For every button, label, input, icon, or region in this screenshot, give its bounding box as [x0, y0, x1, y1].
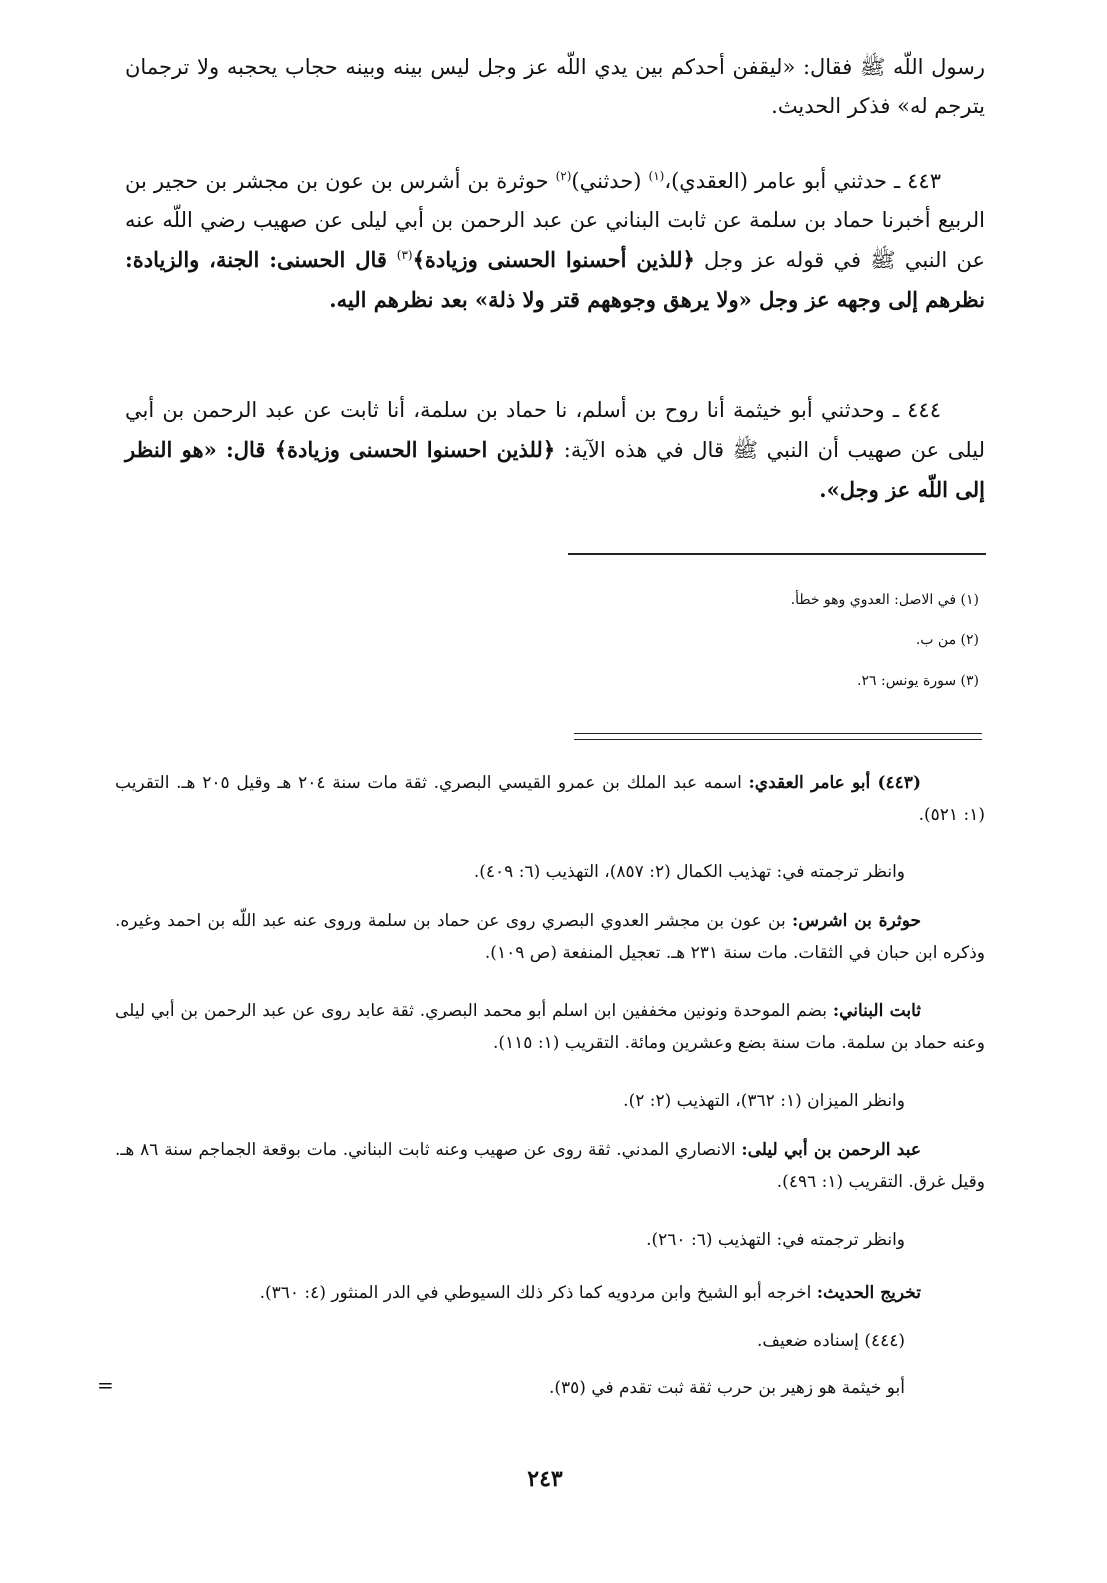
hadith-443-source: (حدثني): [571, 169, 649, 193]
commentary-entry: [115, 995, 985, 1059]
footnote-2: (٢) من ب.: [915, 632, 979, 648]
quran-verse: ﴿للذين أحسنوا الحسنى وزيادة﴾: [412, 247, 695, 272]
commentary-text: أبو خيثمة هو زهير بن حرب ثقة ثبت تقدم في (٣٥).: [548, 1378, 905, 1398]
continuation-mark: =: [97, 1373, 114, 1397]
main-paragraph-continuation: [125, 48, 985, 126]
hadith-444: [125, 391, 985, 510]
commentary-text: [115, 1277, 985, 1309]
commentary-entry: [115, 1372, 985, 1404]
entry-label: ثابت البناني:: [832, 1001, 921, 1021]
commentary-text: وانظر ترجمته في: تهذيب الكمال (٢: ٨٥٧)، التهذيب (٦: ٤٠٩).: [473, 862, 905, 882]
commentary-text: (٤٤٤) إسناده ضعيف.: [756, 1331, 905, 1351]
commentary-entry: [115, 856, 985, 888]
hadith-443: [125, 162, 985, 320]
footnote-ref-2: (٢): [555, 169, 572, 183]
commentary-entry: [115, 1134, 985, 1198]
commentary-entry: [115, 1085, 985, 1117]
commentary-entry: [115, 1224, 985, 1256]
hadith-444-text: [125, 391, 985, 510]
quran-verse: ﴿للذين احسنوا الحسنى وزيادة﴾: [274, 437, 556, 462]
commentary-divider-bottom: [574, 739, 982, 740]
commentary-entry: [115, 1325, 985, 1357]
entry-label: حوثرة بن اشرس:: [792, 911, 921, 931]
page-number: ٢٤٣: [527, 1466, 563, 1492]
footnote-divider: [568, 553, 986, 555]
entry-label: عبد الرحمن بن أبي ليلى:: [741, 1140, 921, 1160]
commentary-text: [115, 995, 985, 1059]
hadith-443-chain: حوثرة بن أشرس بن عون بن مجشر بن حجير بن الربيع أخبرنا حماد بن سلمة عن ثابت البناني عن عبد الرحمن بن أبي ليلى عن صهيب رضي اللّه عنه عن النبي ﷺ في قوله عز وجل: [125, 169, 985, 272]
footnote-ref-1: (١): [648, 169, 665, 183]
footnote-1: (١) في الاصل: العدوي وهو خطأ.: [790, 592, 979, 608]
hadith-444-chain: ٤٤٤ ـ وحدثني أبو خيثمة أنا روح بن أسلم، نا حماد بن سلمة، أنا ثابت عن عبد الرحمن بن أبي ليلى عن صهيب أن النبي ﷺ قال في هذه الآية:: [125, 398, 985, 462]
hadith-444-body: قال: «هو النظر إلى اللّه عز وجل».: [125, 437, 985, 502]
commentary-text: وانظر الميزان (١: ٣٦٢)، التهذيب (٢: ٢).: [623, 1091, 905, 1111]
entry-body: بن عون بن مجشر العدوي البصري روى عن حماد بن سلمة وروى عنه عبد اللّه بن احمد وغيره. وذكره ابن حبان في الثقات. مات سنة ٢٣١ هـ. تعجيل المنفعة (ص ١٠٩).: [115, 911, 985, 963]
commentary-divider-top: [574, 733, 982, 734]
paragraph-text: رسول اللّه ﷺ فقال: «ليقفن أحدكم بين يدي اللّه عز وجل ليس بينه وبينه حجاب يحجبه ولا ترجمان يترجم له» فذكر الحديث.: [125, 55, 985, 118]
entry-body: بضم الموحدة ونونين مخففين ابن اسلم أبو محمد البصري. ثقة عابد روى عن عبد الرحمن بن أبي ليلى وعنه حماد بن سلمة. مات سنة بضع وعشرين ومائة. التقريب (١: ١١٥).: [115, 1001, 985, 1053]
commentary-text: وانظر ترجمته في: التهذيب (٦: ٢٦٠).: [646, 1230, 905, 1250]
hadith-443-intro: ٤٤٣ ـ حدثني أبو عامر (العقدي)،: [664, 169, 941, 193]
hadith-443-body: قال الحسنى: الجنة، والزيادة: نظرهم إلى وجهه عز وجل «ولا يرهق وجوههم قتر ولا ذلة» بعد نظرهم اليه.: [125, 247, 985, 312]
commentary-entry: [115, 1277, 985, 1309]
commentary-entry: [115, 767, 985, 831]
entry-body: اسمه عبد الملك بن عمرو القيسي البصري. ثقة مات سنة ٢٠٤ هـ وقيل ٢٠٥ هـ. التقريب (١: ٥٢١).: [115, 773, 985, 825]
entry-body: اخرجه أبو الشيخ وابن مردويه كما ذكر ذلك السيوطي في الدر المنثور (٤: ٣٦٠).: [259, 1283, 817, 1303]
footnote-ref-3: (٣): [396, 248, 413, 262]
entry-label: (٤٤٣) أبو عامر العقدي:: [748, 773, 921, 793]
footnote-3: (٣) سورة يونس: ٢٦.: [857, 673, 979, 689]
commentary-text: [115, 1134, 985, 1198]
entry-body: الانصاري المدني. ثقة روى عن صهيب وعنه ثابت البناني. مات بوقعة الجماجم سنة ٨٦ هـ. وقيل غرق. التقريب (١: ٤٩٦).: [115, 1140, 985, 1192]
commentary-text: [115, 905, 985, 969]
entry-label: تخريج الحديث:: [816, 1283, 921, 1303]
hadith-443-text: [125, 162, 985, 320]
commentary-text: [115, 767, 985, 831]
commentary-entry: [115, 905, 985, 969]
